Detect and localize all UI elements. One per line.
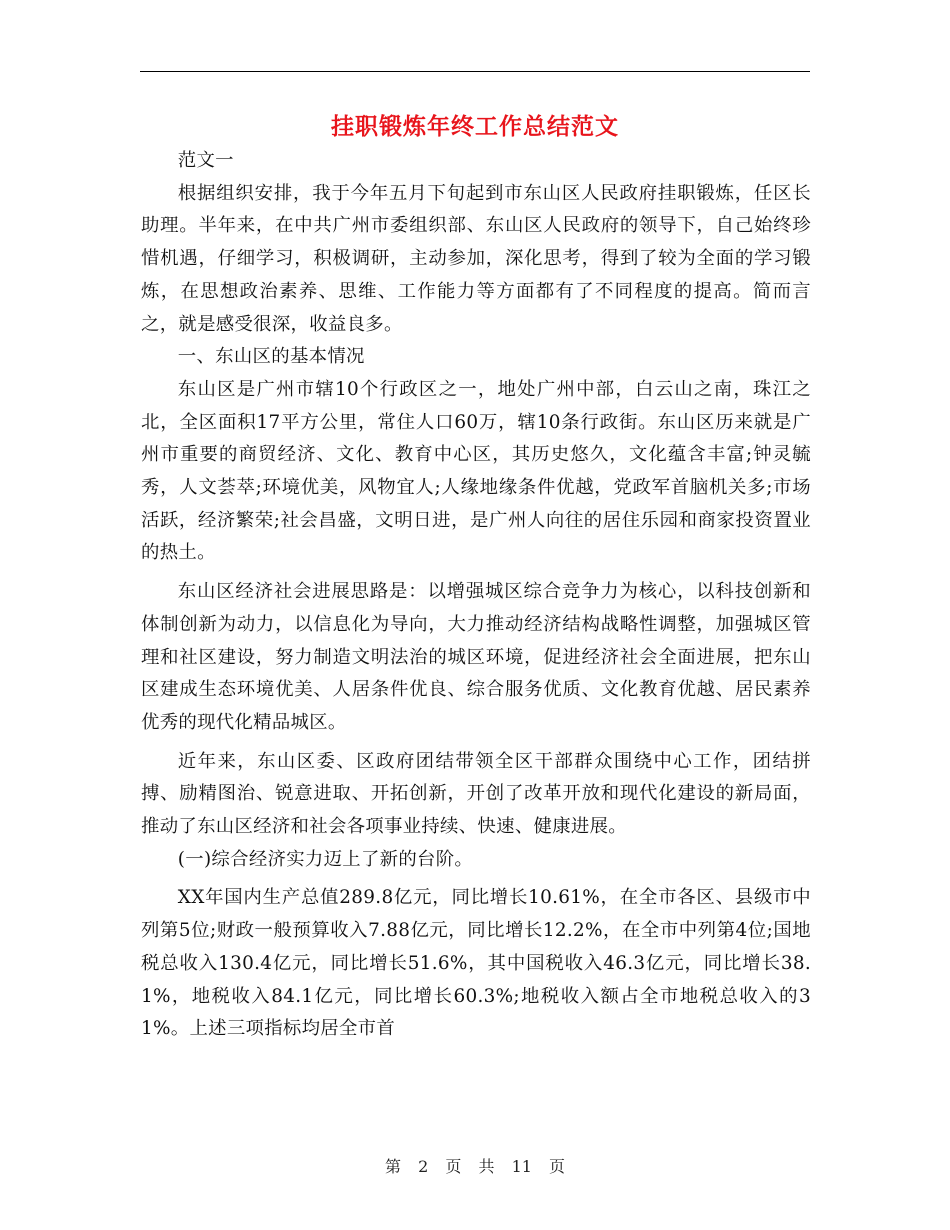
footer-page-total: 11 <box>511 1157 532 1176</box>
footer-page-unit: 页 <box>445 1157 462 1176</box>
document-title: 挂职锻炼年终工作总结范文 <box>331 113 619 140</box>
footer-page-label: 第 <box>384 1157 401 1176</box>
document-body <box>141 145 811 1046</box>
paragraph-economic-figures: XX年国内生产总值289.8亿元，同比增长10.61%，在全市各区、县级市中列第5位;财政一般预算收入7.88亿元，同比增长12.2%，在全市中列第4位;国地税总收入130.4亿元，同比增长51.6%，其中国税收入46.3亿元，同比增长38.1%，地税收入84.1亿元，同比增长60.3%;地税收入额占全市地税总收入的31%。上述三项指标均居全市首 <box>141 887 811 1040</box>
paragraph-intro: 根据组织安排，我于今年五月下旬起到市东山区人民政府挂职锻炼，任区长助理。半年来，在中共广州市委组织部、东山区人民政府的领导下，自己始终珍惜机遇，仔细学习，积极调研，主动参加，深化思考，得到了较为全面的学习锻炼，在思想政治素养、思维、工作能力等方面都有了不同程度的提高。简而言之，就是感受很深，收益良多。 <box>141 182 811 335</box>
paragraph-heading-basic-info: 一、东山区的基本情况 <box>177 346 365 368</box>
paragraph-development-strategy: 东山区经济社会进展思路是：以增强城区综合竞争力为核心，以科技创新和体制创新为动力，以信息化为导向，大力推动经济结构战略性调整，加强城区管理和社区建设，努力制造文明法治的城区环境，促进经济社会全面进展，把东山区建成生态环境优美、人居条件优良、综合服务优质、文化教育优越、居民素养优秀的现代化精品城区。 <box>141 581 811 733</box>
paragraph-subheading-economy: (一)综合经济实力迈上了新的台阶。 <box>177 848 474 870</box>
paragraph-recent-years: 近年来，东山区委、区政府团结带领全区干部群众围绕中心工作，团结拼搏、励精图治、锐意进取、开拓创新，开创了改革开放和现代化建设的新局面，推动了东山区经济和社会各项事业持续、快速、健康进展。 <box>141 750 811 838</box>
footer-total-unit: 页 <box>549 1157 566 1176</box>
header-rule <box>140 71 810 72</box>
footer-total-label: 共 <box>478 1157 495 1176</box>
paragraph-district-overview: 东山区是广州市辖10个行政区之一，地处广州中部，白云山之南，珠江之北，全区面积17平方公里，常住人口60万，辖10条行政街。东山区历来就是广州市重要的商贸经济、文化、教育中心区，其历史悠久，文化蕴含丰富;钟灵毓秀，人文荟萃;环境优美，风物宜人;人缘地缘条件优越，党政军首脑机关多;市场活跃，经济繁荣;社会昌盛，文明日进，是广州人向往的居住乐园和商家投资置业的热土。 <box>141 378 811 564</box>
paragraph-section-label: 范文一 <box>177 150 234 171</box>
footer-page-current: 2 <box>418 1157 429 1176</box>
page-footer <box>0 1154 950 1177</box>
